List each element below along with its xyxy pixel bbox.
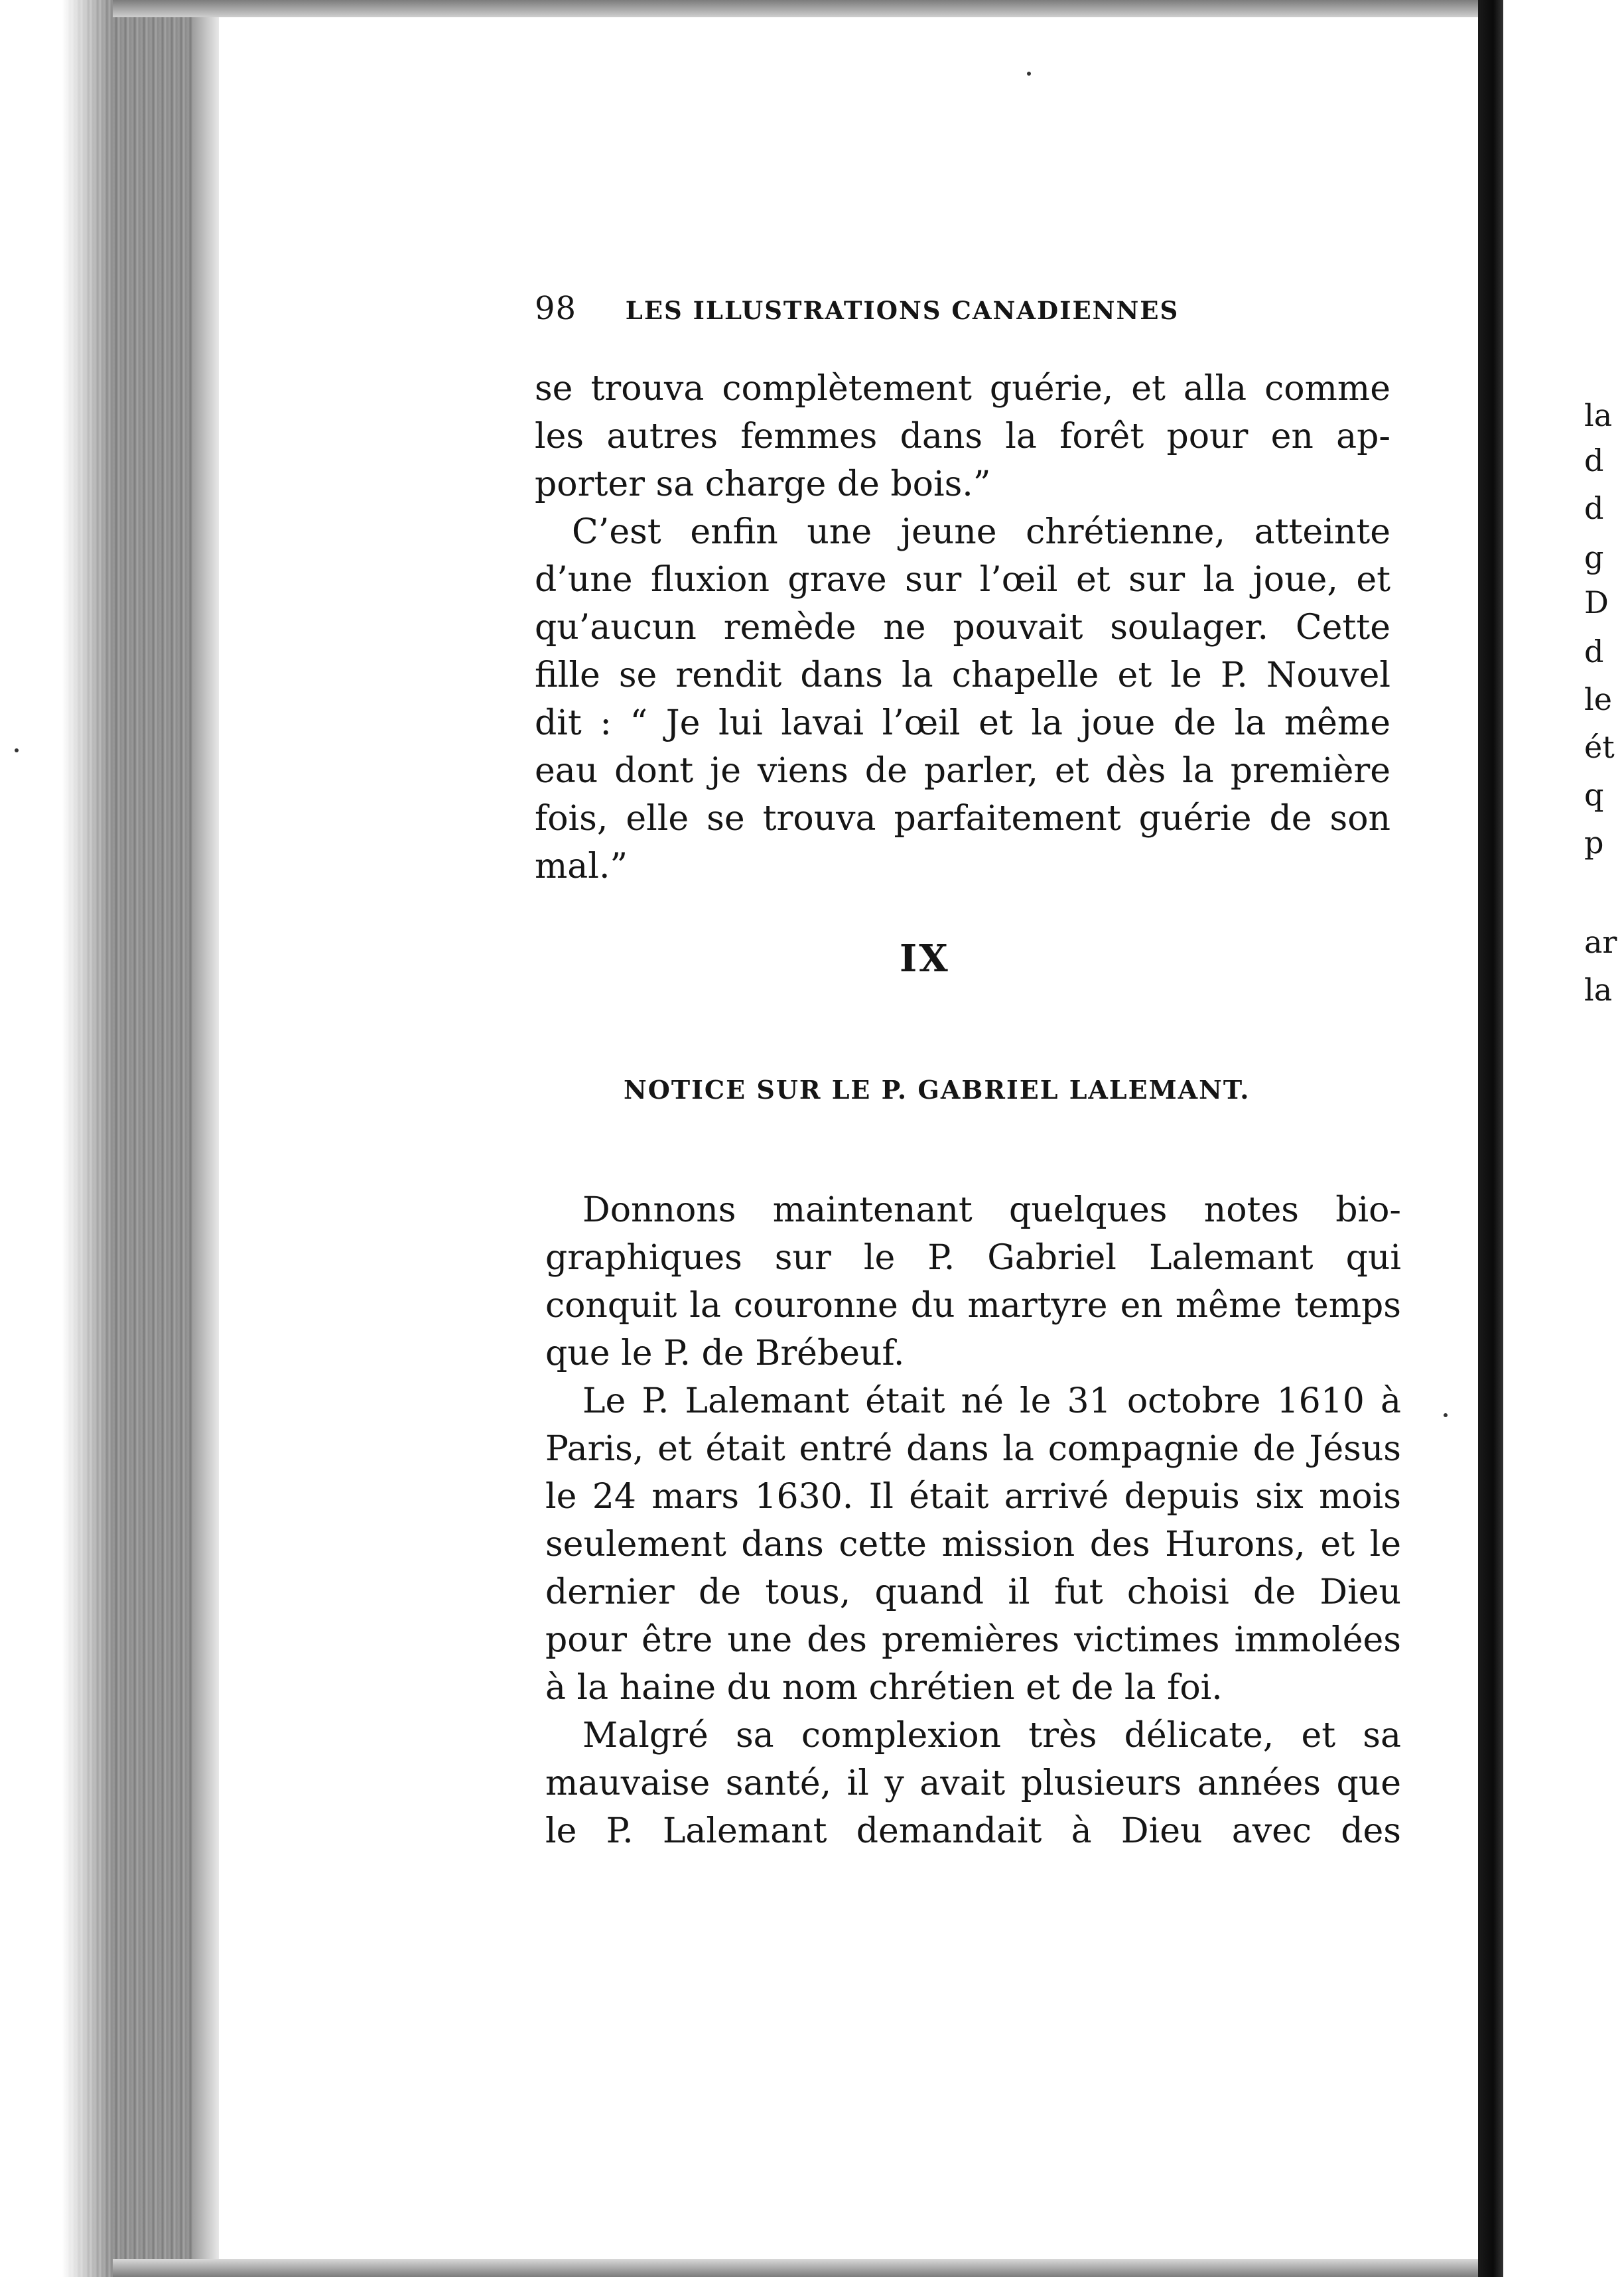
text-line: conquit la couronne du martyre en même temps bbox=[545, 1286, 1401, 1326]
facing-page-fragment: la bbox=[1584, 397, 1613, 433]
text-line: eau dont je viens de parler, et dès la première bbox=[535, 751, 1390, 791]
running-header bbox=[535, 290, 1264, 331]
page-number: 98 bbox=[535, 290, 577, 327]
facing-page-fragment: le bbox=[1584, 681, 1612, 717]
running-title: LES ILLUSTRATIONS CANADIENNES bbox=[625, 296, 1180, 325]
facing-page-fragment: p bbox=[1584, 825, 1604, 861]
text-line: les autres femmes dans la forêt pour en ap- bbox=[535, 417, 1390, 456]
text-line: Paris, et était entré dans la compagnie de Jésus bbox=[545, 1429, 1401, 1469]
text-line: seulement dans cette mission des Hurons, et le bbox=[545, 1525, 1401, 1564]
text-line: mauvaise santé, il y avait plusieurs années que bbox=[545, 1763, 1401, 1803]
text-line: porter sa charge de bois.” bbox=[535, 464, 991, 504]
text-line: dernier de tous, quand il fut choisi de Dieu bbox=[545, 1572, 1401, 1612]
text-line: Donnons maintenant quelques notes bio- bbox=[582, 1190, 1401, 1230]
text-line: fille se rendit dans la chapelle et le P. Nouvel bbox=[535, 656, 1390, 695]
text-line: C’est enfin une jeune chrétienne, atteinte bbox=[572, 512, 1390, 552]
text-line: qu’aucun remède ne pouvait soulager. Cette bbox=[535, 608, 1390, 648]
facing-page-fragment: d bbox=[1584, 634, 1604, 669]
book-gutter bbox=[1478, 0, 1503, 2277]
body-text-top bbox=[535, 365, 1390, 890]
text-line: le P. Lalemant demandait à Dieu avec des bbox=[545, 1811, 1401, 1851]
section-number: IX bbox=[900, 937, 950, 981]
book-page-edges bbox=[0, 0, 219, 2277]
scan-speck bbox=[1027, 72, 1031, 76]
facing-page-fragment: d bbox=[1584, 490, 1604, 526]
facing-page-fragment: ét bbox=[1584, 729, 1615, 765]
facing-page-fragment: D bbox=[1584, 585, 1609, 620]
text-line: que le P. de Brébeuf. bbox=[545, 1334, 905, 1373]
facing-page-fragment: g bbox=[1584, 539, 1604, 575]
facing-page bbox=[1503, 0, 1617, 2277]
facing-page-fragment: ar bbox=[1584, 924, 1617, 960]
scan-speck bbox=[1444, 1413, 1448, 1417]
scan-speck bbox=[15, 748, 19, 752]
page-top-edge bbox=[113, 0, 1479, 17]
section-title: NOTICE SUR LE P. GABRIEL LALEMANT. bbox=[624, 1075, 1251, 1105]
page-bottom-edge bbox=[113, 2259, 1479, 2277]
text-line: graphiques sur le P. Gabriel Lalemant qui bbox=[545, 1238, 1401, 1278]
facing-page-fragment: d bbox=[1584, 443, 1604, 478]
text-line: mal.” bbox=[535, 847, 628, 886]
text-line: à la haine du nom chrétien et de la foi. bbox=[545, 1668, 1223, 1708]
facing-page-fragment: q bbox=[1584, 777, 1604, 813]
facing-page-fragment: la bbox=[1584, 972, 1613, 1008]
text-line: d’une fluxion grave sur l’œil et sur la joue, et bbox=[535, 560, 1390, 600]
text-line: dit : “ Je lui lavai l’œil et la joue de la même bbox=[535, 703, 1390, 743]
text-line: le 24 mars 1630. Il était arrivé depuis six mois bbox=[545, 1477, 1401, 1517]
text-line: fois, elle se trouva parfaitement guérie de son bbox=[535, 799, 1390, 839]
body-text-bottom bbox=[545, 1186, 1401, 1855]
text-line: pour être une des premières victimes immolées bbox=[545, 1620, 1401, 1660]
text-line: se trouva complètement guérie, et alla comme bbox=[535, 369, 1390, 409]
text-line: Le P. Lalemant était né le 31 octobre 1610 à bbox=[582, 1381, 1401, 1421]
text-line: Malgré sa complexion très délicate, et sa bbox=[582, 1716, 1401, 1756]
